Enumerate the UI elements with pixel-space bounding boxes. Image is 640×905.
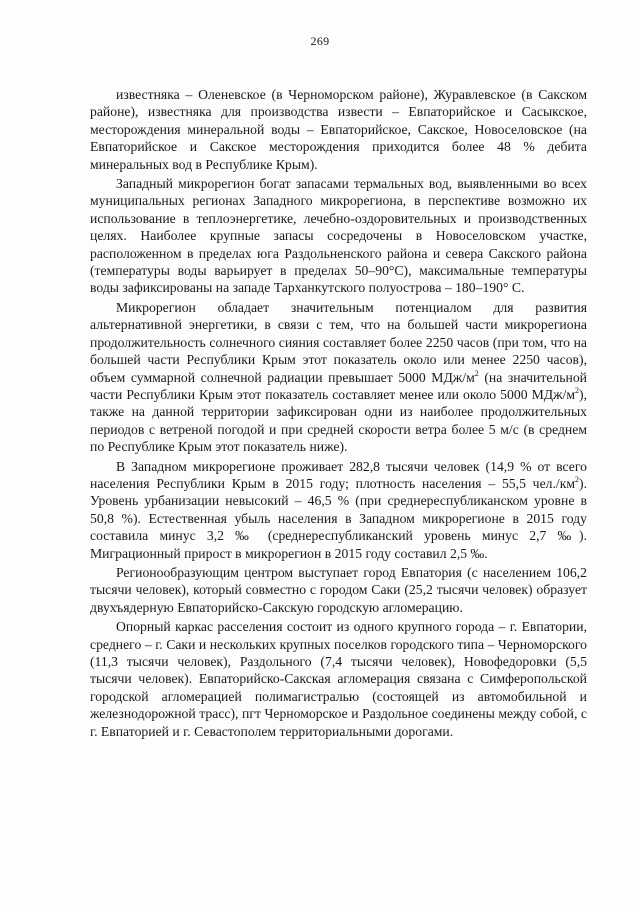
paragraph-population <box>90 458 587 562</box>
superscript-square-3: 2 <box>575 474 580 484</box>
paragraph-regional-center: Регионообразующим центром выступает город Евпатория (с населением 106,2 тысячи человек), который совместно с городом Саки (25,2 тысячи человек) образует двухъядерную Евпаторийско-Сакскую городскую агломерацию. <box>90 564 587 615</box>
page-number: 269 <box>310 34 330 48</box>
energy-text-part-3: ), также на данной территории зафиксирован одни из наиболее продолжительных периодов с ветреной погодой и при средней скорости ветра более 5 м/с (в среднем по Республике Крым этот показатель ниже). <box>90 386 587 455</box>
document-body <box>90 86 587 740</box>
paragraph-alternative-energy <box>90 299 587 456</box>
energy-text-part-2: (на значительной части Республики Крым этот показатель составляет менее или около 5000 МДж/м <box>90 369 587 402</box>
superscript-square-1: 2 <box>474 368 479 378</box>
energy-text-part-1: Микрорегион обладает значительным потенциалом для развития альтернативной энергетики, в связи с тем, что на большей части микрорегиона продолжительность солнечного сияния составляет более 2250 часов (при том, что на большей части Республики Крым этот показатель около или менее 2250 часов), объем суммарной солнечной радиации превышает 5000 МДж/м <box>90 299 587 385</box>
superscript-square-2: 2 <box>575 385 580 395</box>
population-text-part-1: В Западном микрорегионе проживает 282,8 тысячи человек (14,9 % от всего населения Республики Крым в 2015 году; плотность населения – 55,5 чел./км <box>90 458 587 491</box>
paragraph-settlement-framework: Опорный каркас расселения состоит из одного крупного города – г. Евпатории, среднего – г. Саки и нескольких крупных поселков городского типа – Черноморского (11,3 тысячи человек), Раздольного (7,4 тысячи человек), Новофедоровки (5,5 тысячи человек). Евпаторийско-Сакская агломерация связана с Симферопольской городской агломерацией полимагистралью (состоящей из автомобильной и железнодорожной трасс), пгт Черноморское и Раздольное соединены между собой, с г. Евпаторией и г. Севастополем территориальными дорогами. <box>90 619 587 739</box>
population-text-part-2: ). Уровень урбанизации невысокий – 46,5 % (при среднереспубликанском уровне в 50,8 %). Естественная убыль населения в Западном микрорегионе в 2015 году составила минус 3,2 ‰ (среднереспубликанский уровень минус 2,7 ‰). Миграционный прирост в микрорегион в 2015 году составил 2,5 ‰. <box>90 475 587 561</box>
paragraph-thermal-waters: Западный микрорегион богат запасами термальных вод, выявленными во всех муниципальных регионах Западного микрорегиона, в перспективе возможно их использование в теплоэнергетике, лечебно-оздоровительных и производственных целях. Наиболее крупные запасы сосредочены в Новоселовском участке, расположенном в пределах юга Раздольненского района и севера Сакского района (температуры воды варьирует в пределах 50–90°С), максимальные температуры воды зафиксированы на западе Тарханкутского полуострова – 180–190° С. <box>90 176 587 296</box>
paragraph-deposits: известняка – Оленевское (в Черноморском районе), Журавлевское (в Сакском районе), известняка для производства извести – Евпаторийское и Сасыкское, месторождения минеральной воды – Евпаторийское, Сакское, Новоселовское (на Евпаторийское и Сакское месторождения приходится более 48 % дебита минеральных вод в Республике Крым). <box>90 87 587 172</box>
